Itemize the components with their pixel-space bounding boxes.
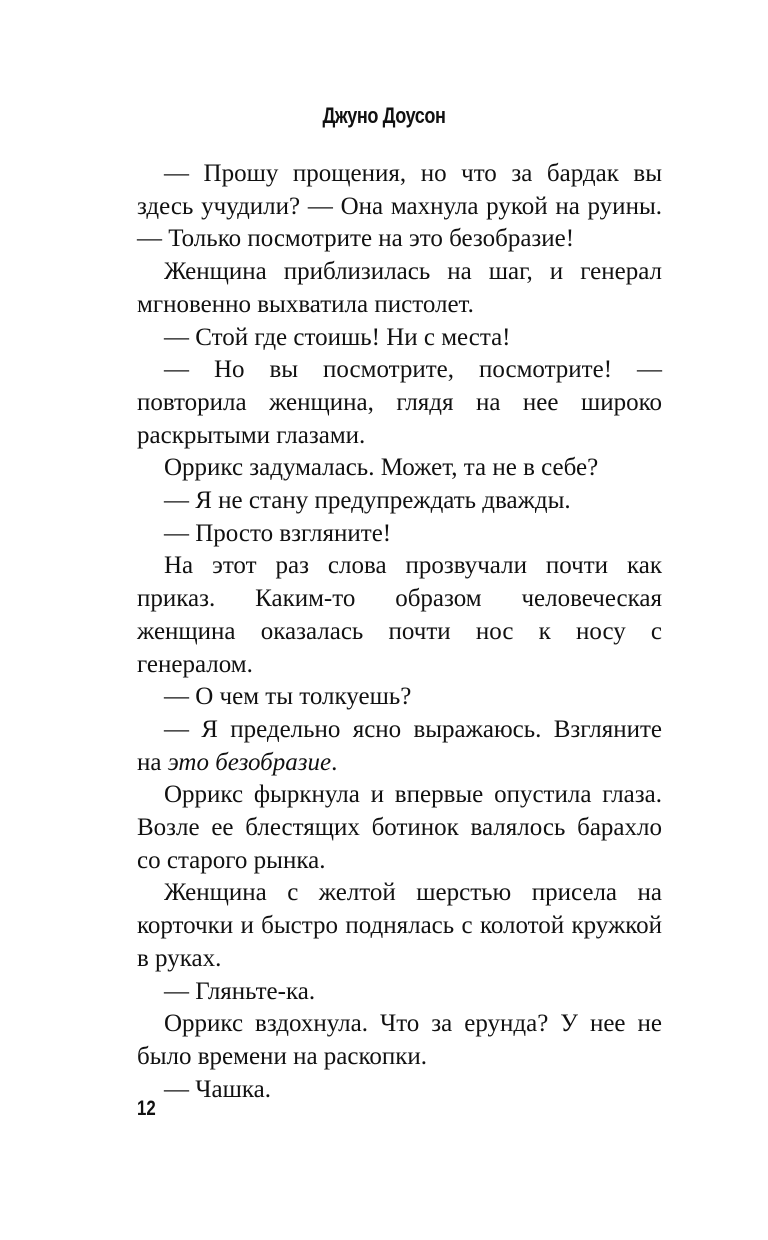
emphasized-text: это безобразие [167,748,332,776]
body-text [137,158,662,1106]
paragraph: — Но вы посмотрите, посмотрите! — повторила женщина, глядя на нее широко раскрытыми глазами. [137,356,662,449]
paragraph: На этот раз слова прозвучали почти как приказ. Каким-то образом человеческая женщина оказалась почти нос к носу с генералом. [137,552,662,678]
paragraph [137,714,662,779]
paragraph: Женщина приблизилась на шаг, и генерал мгновенно выхватила пистолет. [137,258,662,318]
paragraph: — Прошу прощения, но что за бардак вы здесь учудили? — Она махнула рукой на руины. — Только посмотрите на это безобразие! [137,160,662,253]
paragraph: — Стой где стоишь! Ни с места! [164,323,511,351]
paragraph-text: . [331,748,338,776]
paragraph: Женщина с желтой шерстью присела на корточки и быстро поднялась с колотой кружкой в руках. [137,879,662,972]
paragraph: — Гляньте-ка. [164,977,316,1005]
running-header: Джуно Доусон [322,103,446,128]
page-number: 12 [137,1097,156,1120]
paragraph: Оррикс фыркнула и впервые опустила глаза. Возле ее блестящих ботинок валялось барахло со старого рынка. [137,781,662,874]
paragraph: — Чашка. [164,1075,271,1103]
paragraph: — Я не стану предупреждать дважды. [164,487,571,515]
paragraph: Оррикс вздохнула. Что за ерунда? У нее не было времени на раскопки. [137,1010,662,1070]
paragraph-text: — Я предельно ясно выражаюсь. Взгляните на [137,715,662,776]
paragraph: Оррикс задумалась. Может, та не в себе? [164,454,599,482]
paragraph: — Просто взгляните! [164,519,392,547]
paragraph: — О чем ты толкуешь? [164,683,412,711]
